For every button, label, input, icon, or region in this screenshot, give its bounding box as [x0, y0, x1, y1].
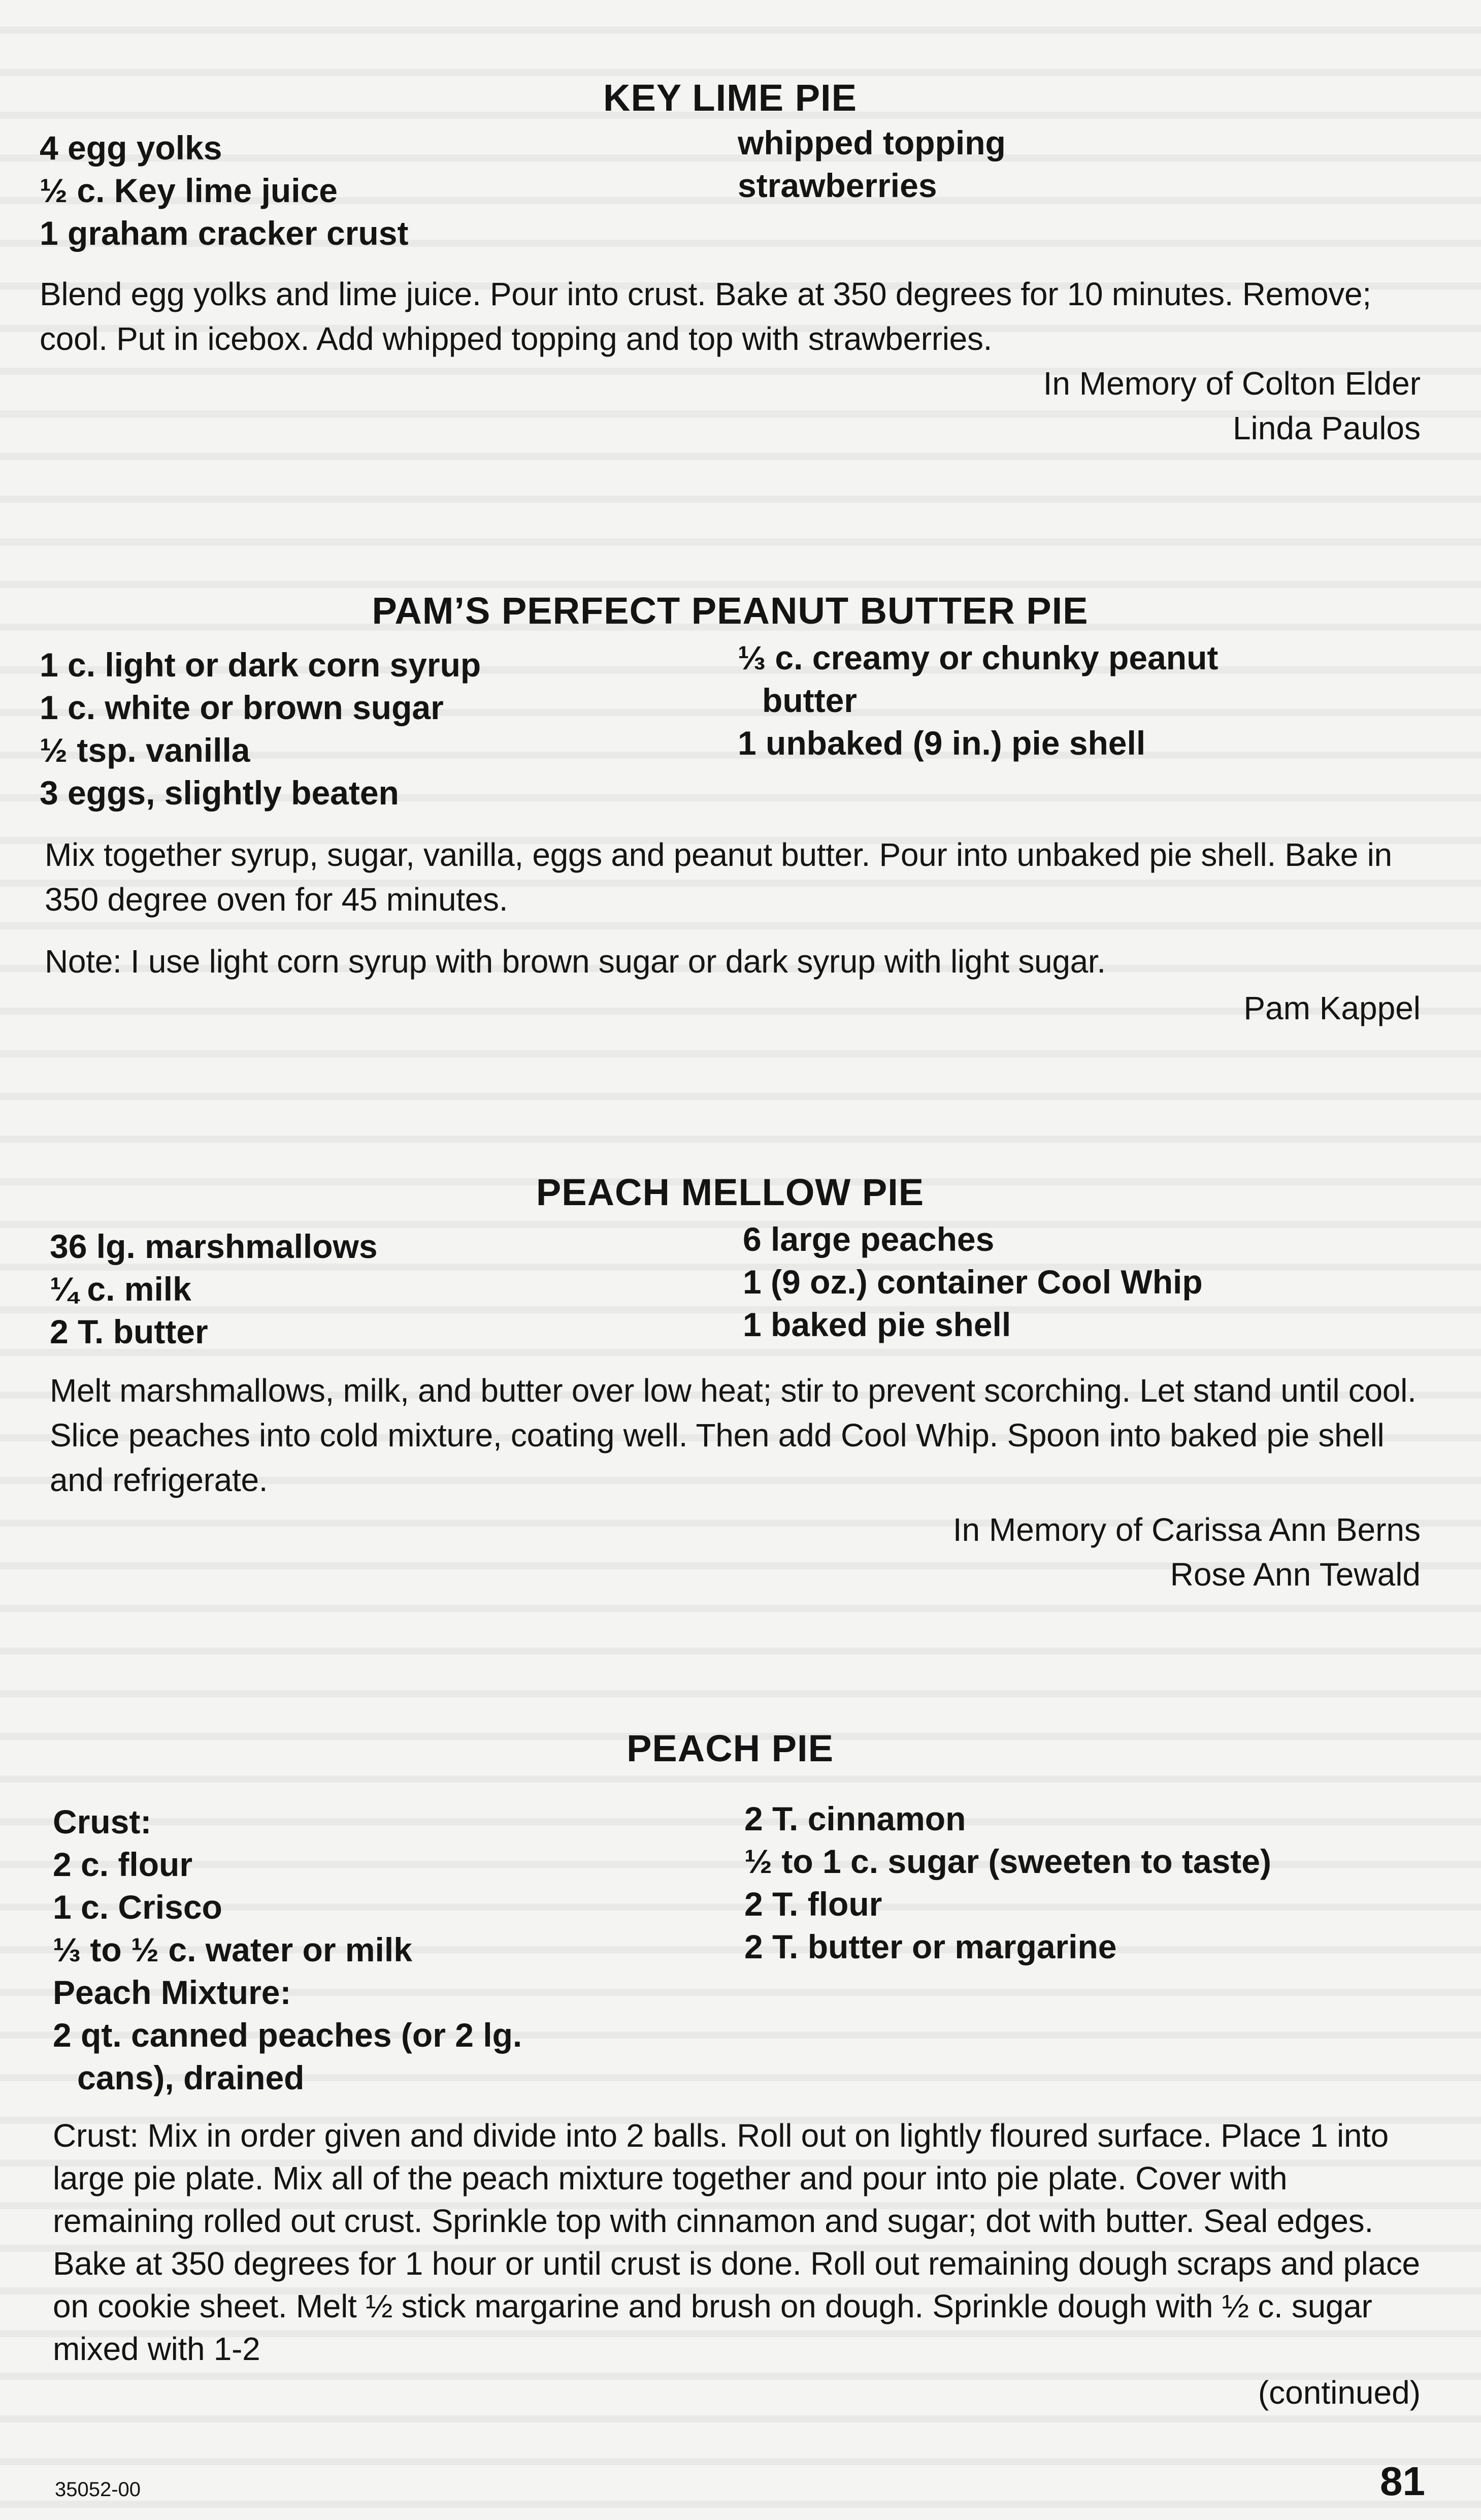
ingredient: ⅓ c. creamy or chunky peanut — [738, 639, 1219, 677]
continued-note: (continued) — [1258, 2374, 1421, 2411]
ingredient: 2 qt. canned peaches (or 2 lg. — [53, 2016, 522, 2054]
credit-line: Rose Ann Tewald — [1170, 1556, 1421, 1593]
ingredient: ½ to 1 c. sugar (sweeten to taste) — [744, 1843, 1271, 1881]
ingredient: 6 large peaches — [743, 1220, 995, 1258]
ingredient: 1 c. light or dark corn syrup — [40, 646, 481, 684]
section-heading: Peach Mixture: — [53, 1974, 291, 2012]
ingredients-left — [40, 643, 722, 814]
ingredient: 1 c. white or brown sugar — [40, 689, 444, 727]
ingredients-right — [722, 636, 1421, 814]
ingredients-right — [728, 1218, 1421, 1353]
ingredient: 2 c. flour — [53, 1846, 193, 1884]
credit-line: Pam Kappel — [1243, 990, 1421, 1027]
ingredient: 2 T. flour — [744, 1885, 882, 1923]
catalog-code: 35052-00 — [55, 2478, 141, 2501]
ingredient-continued: cans), drained — [77, 2059, 305, 2097]
ingredients-right — [729, 1797, 1421, 2099]
note: Note: I use light corn syrup with brown sugar or dark syrup with light sugar. — [45, 943, 1106, 980]
ingredient: 2 T. butter — [50, 1313, 208, 1351]
ingredient: 36 lg. marshmallows — [50, 1227, 378, 1266]
section-heading: Crust: — [53, 1803, 152, 1841]
credit-line: Linda Paulos — [1232, 410, 1421, 447]
recipe-peanut-butter-pie — [40, 589, 1421, 1030]
ingredient: 3 eggs, slightly beaten — [40, 774, 399, 812]
ingredient-continued: butter — [762, 682, 857, 720]
recipe-title: PAM’S PERFECT PEANUT BUTTER PIE — [372, 590, 1089, 632]
ingredients-left — [40, 1225, 728, 1353]
ingredients-right — [722, 121, 1421, 254]
ingredient: ½ tsp. vanilla — [40, 731, 250, 769]
recipe-peach-pie — [40, 1727, 1421, 2415]
ingredients-left — [40, 1800, 729, 2099]
ingredient: 1 graham cracker crust — [40, 214, 409, 252]
recipe-peach-mellow-pie — [40, 1171, 1421, 1597]
credit-line: In Memory of Carissa Ann Berns — [952, 1511, 1421, 1548]
ingredient: whipped topping — [738, 124, 1006, 162]
ingredient-columns — [40, 1220, 1421, 1353]
recipe-title: PEACH MELLOW PIE — [536, 1171, 925, 1213]
instructions: Mix together syrup, sugar, vanilla, eggs and peanut butter. Pour into unbaked pie shell. Bake in 350 degree oven for 45 minutes. — [45, 836, 1392, 918]
ingredient: 4 egg yolks — [40, 129, 222, 167]
ingredient: 2 T. cinnamon — [744, 1800, 966, 1838]
ingredient: 1 unbaked (9 in.) pie shell — [738, 724, 1146, 762]
instructions: Blend egg yolks and lime juice. Pour into crust. Bake at 350 degrees for 10 minutes. Remove; cool. Put in icebox. Add whipped topping and top with strawberries. — [40, 276, 1371, 358]
ingredient: 1 baked pie shell — [743, 1306, 1011, 1344]
credit-line: In Memory of Colton Elder — [1043, 365, 1421, 402]
recipe-title: PEACH PIE — [627, 1727, 834, 1769]
ingredient-columns — [40, 639, 1421, 814]
instructions: Melt marshmallows, milk, and butter over low heat; stir to prevent scorching. Let stand until cool. Slice peaches into cold mixture, coating well. Then add Cool Whip. Spoon into baked pie shell and refrigerate. — [50, 1372, 1417, 1499]
ingredient-columns — [40, 126, 1421, 254]
ingredient: 1 c. Crisco — [53, 1888, 222, 1926]
ingredient-columns — [40, 1800, 1421, 2099]
instructions: Crust: Mix in order given and divide into 2 balls. Roll out on lightly floured surface. Place 1 into large pie plate. Mix all of the peach mixture together and pour into pie plate. Cover with remaining rolled out crust. Sprinkle top with cinnamon and sugar; dot with butter. Seal edges. Bake at 350 degrees for 1 hour or until crust is done. Roll out remaining dough scraps and place on cookie sheet. Melt ½ stick margarine and brush on dough. Sprinkle dough with ½ c. sugar mixed with 1-2 — [53, 2117, 1420, 2368]
recipe-title: KEY LIME PIE — [603, 77, 857, 119]
page-number: 81 — [1380, 2459, 1425, 2504]
ingredient: ⅓ to ½ c. water or milk — [53, 1931, 412, 1969]
ingredient: 2 T. butter or margarine — [744, 1928, 1117, 1966]
ingredients-left — [40, 126, 722, 254]
ingredient: ½ c. Key lime juice — [40, 172, 338, 210]
ingredient: 1 (9 oz.) container Cool Whip — [743, 1263, 1203, 1301]
recipe-key-lime-pie — [40, 76, 1421, 450]
ingredient: ¼ c. milk — [50, 1270, 191, 1308]
ingredient: strawberries — [738, 167, 937, 205]
